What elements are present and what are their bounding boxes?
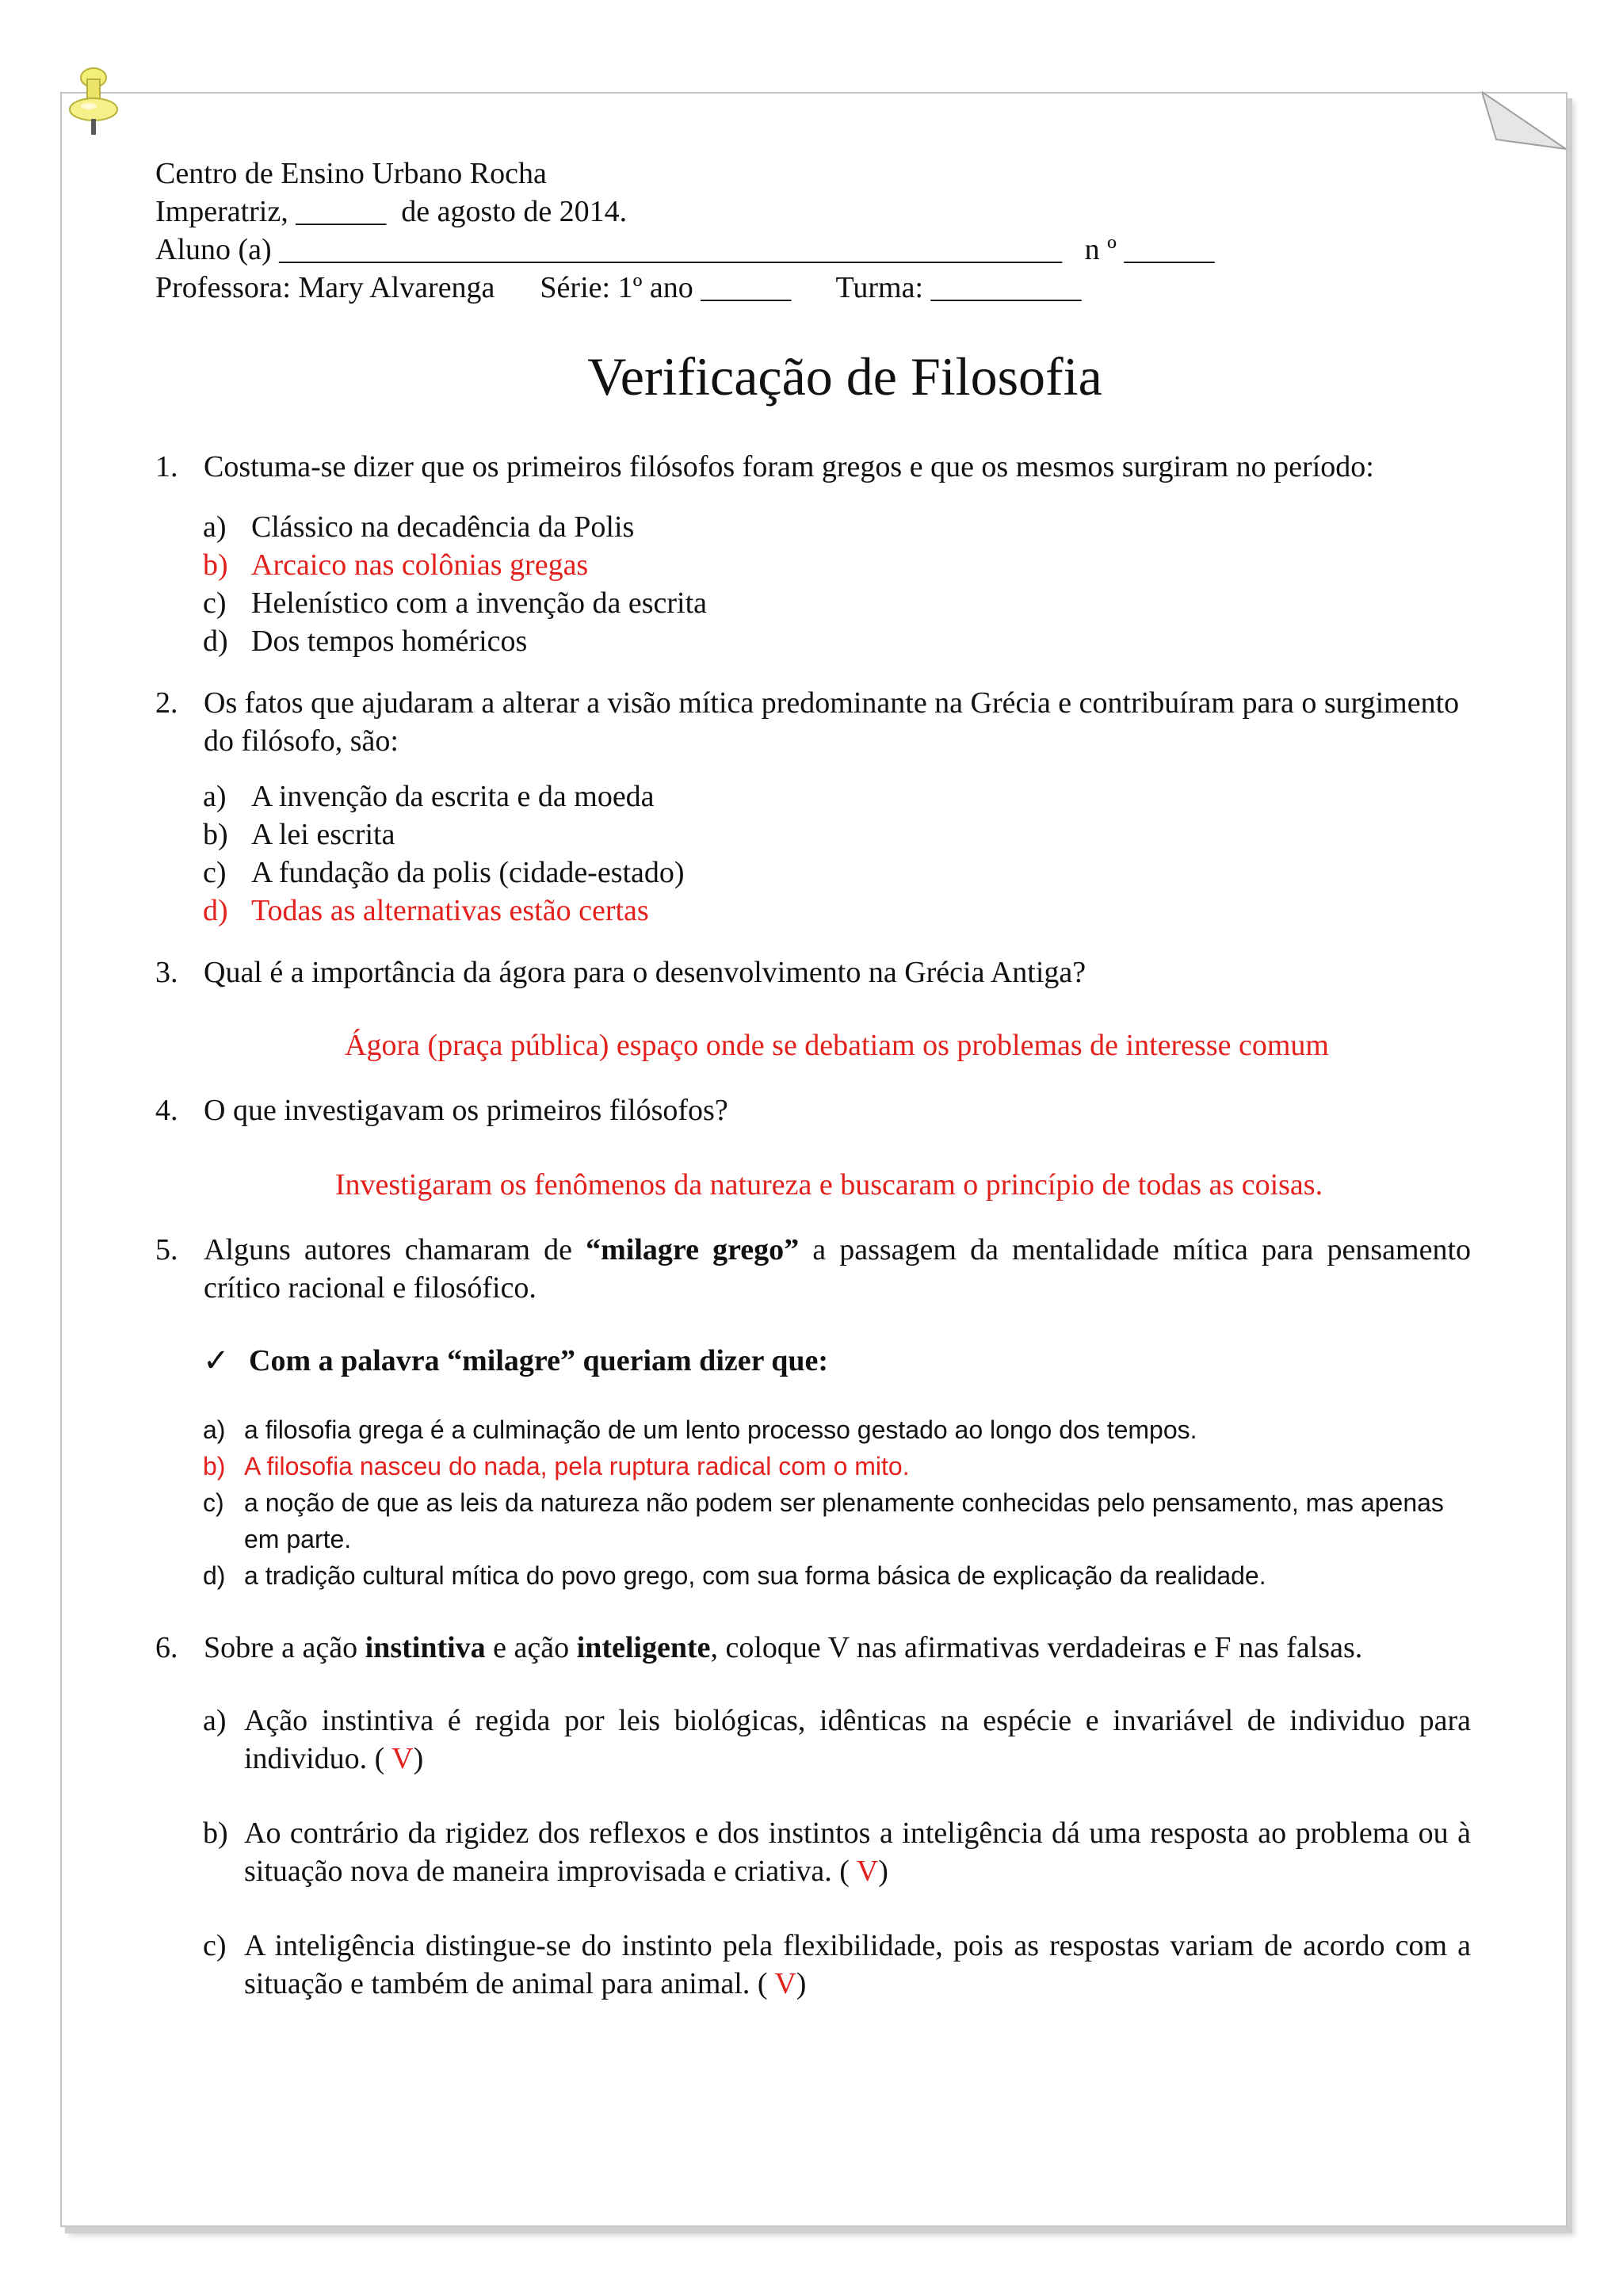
answer-text: Investigaram os fenômenos da natureza e buscaram o princípio de todas as coisas. (334, 1168, 1323, 1201)
question-1 (155, 448, 1471, 660)
options-list (203, 508, 1471, 660)
option-item: d) a tradição cultural mítica do povo grego, com sua forma básica de explicação da realidade. (203, 1561, 1266, 1590)
options-list (203, 1412, 1471, 1594)
question-text: Alguns autores chamaram de “milagre grego” a passagem da mentalidade mítica para pensamento crítico racional e filosófico. (204, 1233, 1472, 1305)
option-item-correct: b) A filosofia nasceu do nada, pela ruptura radical com o mito. (203, 1452, 910, 1480)
statement-item: b) Ao contrário da rigidez dos reflexos e dos instintos a inteligência dá uma resposta ao problema ou à situação nova de maneira improvisada e criativa. ( V) (203, 1817, 1471, 1888)
question-text: Sobre a ação instintiva e ação inteligente, coloque V nas afirmativas verdadeiras e F nas falsas. (204, 1631, 1363, 1664)
question-text: Costuma-se dizer que os primeiros filósofos foram gregos e que os mesmos surgiram no período: (204, 450, 1374, 483)
question-number: 1. (155, 450, 178, 483)
answer-mark: V (774, 1967, 796, 2000)
question-3 (155, 953, 1471, 1064)
statements-list (203, 1702, 1471, 2003)
option-item: c) Helenístico com a invenção da escrita (203, 586, 708, 620)
option-item: d) Dos tempos homéricos (203, 625, 528, 658)
school-name: Centro de Ensino Urbano Rocha (155, 157, 547, 190)
option-item: c) a noção de que as leis da natureza não podem ser plenamente conhecidas pelo pensamento, mas apenas em parte. (203, 1488, 1444, 1553)
page-title: Verificação de Filosofia (587, 346, 1102, 407)
student-line: Aluno (a) ____________________________________________________ n º ______ (155, 233, 1215, 266)
header-block (155, 155, 1471, 307)
question-number: 6. (155, 1631, 178, 1664)
options-list (203, 777, 1471, 930)
question-number: 3. (155, 956, 178, 989)
prompt-text: Com a palavra “milagre” queriam dizer que: (249, 1344, 829, 1377)
option-item: c) A fundação da polis (cidade-estado) (203, 856, 685, 889)
checkmark-icon: ✓ (203, 1343, 230, 1379)
question-2 (155, 684, 1471, 930)
question-text: Qual é a importância da ágora para o desenvolvimento na Grécia Antiga? (204, 956, 1086, 989)
statement-item: c) A inteligência distingue-se do instinto pela flexibilidade, pois as respostas variam de acordo com a situação e também de animal para animal. ( V) (203, 1929, 1471, 2000)
option-item: a) Clássico na decadência da Polis (203, 510, 635, 544)
question-number: 4. (155, 1094, 178, 1127)
exam-content (155, 155, 1471, 2039)
prompt-line (203, 1342, 1471, 1380)
question-number: 5. (155, 1233, 178, 1266)
option-item: a) A invenção da escrita e da moeda (203, 780, 655, 813)
question-text: Os fatos que ajudaram a alterar a visão mítica predominante na Grécia e contribuíram para o surgimento do filósofo, são: (204, 686, 1460, 758)
answer-text: Ágora (praça pública) espaço onde se debatiam os problemas de interesse comum (345, 1029, 1329, 1062)
date-line: Imperatriz, ______ de agosto de 2014. (155, 195, 628, 228)
question-5 (155, 1231, 1471, 1594)
option-item-correct: b) Arcaico nas colônias gregas (203, 548, 589, 582)
option-item-correct: d) Todas as alternativas estão certas (203, 894, 649, 927)
pushpin-icon (65, 65, 122, 144)
teacher-line: Professora: Mary Alvarenga Série: 1º ano ______ Turma: __________ (155, 271, 1082, 304)
answer-mark: V (856, 1855, 879, 1888)
option-item: b) A lei escrita (203, 818, 395, 851)
answer-mark: V (391, 1742, 414, 1775)
question-text: O que investigavam os primeiros filósofos? (204, 1094, 728, 1127)
question-4 (155, 1091, 1471, 1204)
question-number: 2. (155, 686, 178, 720)
statement-item: a) Ação instintiva é regida por leis biológicas, idênticas na espécie e invariável de individuo para individuo. ( V) (203, 1704, 1471, 1775)
option-item: a) a filosofia grega é a culminação de um lento processo gestado ao longo dos tempos. (203, 1415, 1197, 1444)
page-curl-corner (1482, 89, 1569, 151)
question-6 (155, 1629, 1471, 2003)
